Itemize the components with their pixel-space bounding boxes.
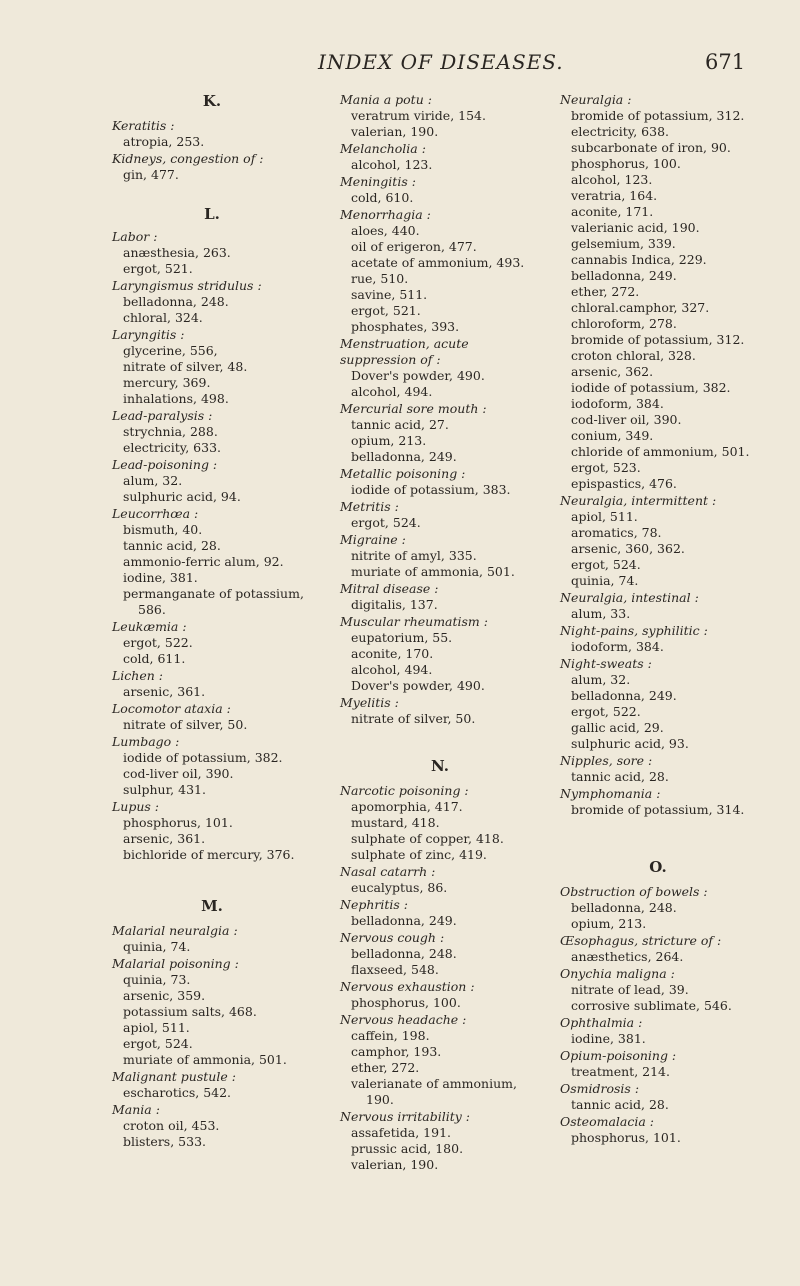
index-subentry: electricity, 633. [123, 440, 221, 455]
index-subentry: valerianate of ammonium, 190. [351, 1076, 517, 1107]
index-column-3 [560, 92, 756, 1146]
index-subentry: arsenic, 361. [123, 831, 206, 846]
index-heading: Keratitis : [112, 118, 175, 133]
index-subentry: ergot, 524. [571, 557, 641, 572]
index-subentry: croton oil, 453. [123, 1118, 220, 1133]
index-subentry: phosphorus, 101. [571, 1130, 681, 1145]
index-subentry: muriate of ammonia, 501. [351, 564, 515, 579]
index-subentry: belladonna, 249. [351, 449, 457, 464]
index-heading: Malignant pustule : [112, 1069, 236, 1084]
index-subentry: iodine, 381. [571, 1031, 646, 1046]
index-subentry: iodide of potassium, 383. [351, 482, 511, 497]
index-subentry: flaxseed, 548. [351, 962, 439, 977]
index-subentry: phosphorus, 100. [351, 995, 461, 1010]
index-subentry: ammonio-ferric alum, 92. [123, 554, 284, 569]
index-subentry: sulphate of copper, 418. [351, 831, 504, 846]
index-subentry: prussic acid, 180. [351, 1141, 464, 1156]
index-subentry: camphor, 193. [351, 1044, 442, 1059]
index-subentry: sulphuric acid, 94. [123, 489, 241, 504]
index-subentry: nitrate of silver, 50. [123, 717, 248, 732]
index-heading: Osmidrosis : [560, 1081, 640, 1096]
index-subentry: subcarbonate of iron, 90. [571, 140, 731, 155]
index-subentry: alum, 32. [123, 473, 183, 488]
index-subentry: alcohol, 494. [351, 662, 433, 677]
index-heading: Melancholia : [340, 141, 426, 156]
index-column-1 [112, 92, 312, 1150]
index-heading: Opium-poisoning : [560, 1048, 677, 1063]
index-subentry: sulphuric acid, 93. [571, 736, 689, 751]
index-subentry: quinia, 74. [123, 939, 191, 954]
index-subentry: ergot, 524. [351, 515, 421, 530]
index-subentry: chloride of ammonium, 501. [571, 444, 750, 459]
section-letter: M. [201, 897, 223, 915]
index-subentry: chloral, 324. [123, 310, 203, 325]
index-subentry: veratria, 164. [571, 188, 658, 203]
index-subentry: quinia, 74. [571, 573, 639, 588]
index-subentry: aconite, 171. [571, 204, 654, 219]
index-subentry: ether, 272. [351, 1060, 420, 1075]
index-subentry: veratrum viride, 154. [351, 108, 486, 123]
index-heading: Malarial poisoning : [112, 956, 239, 971]
running-head [0, 50, 800, 86]
index-subentry: opium, 213. [351, 433, 427, 448]
index-heading: Mania a potu : [340, 92, 432, 107]
index-heading: Neuralgia : [560, 92, 632, 107]
section-letter: K. [202, 92, 222, 110]
index-subentry: aloes, 440. [351, 223, 420, 238]
index-subentry: phosphates, 393. [351, 319, 460, 334]
index-subentry: belladonna, 249. [351, 913, 457, 928]
index-subentry: digitalis, 137. [351, 597, 438, 612]
index-heading: Menstruation, acute suppression of : [340, 336, 469, 367]
index-heading: Migraine : [340, 532, 406, 547]
index-subentry: bromide of potassium, 314. [571, 802, 745, 817]
index-subentry: epispastics, 476. [571, 476, 677, 491]
index-subentry: mercury, 369. [123, 375, 211, 390]
index-heading: Nipples, sore : [560, 753, 653, 768]
index-subentry: apiol, 511. [123, 1020, 190, 1035]
index-subentry: aconite, 170. [351, 646, 434, 661]
index-subentry: sulphate of zinc, 419. [351, 847, 487, 862]
index-heading: Malarial neuralgia : [112, 923, 238, 938]
index-subentry: treatment, 214. [571, 1064, 670, 1079]
index-heading: Lupus : [112, 799, 160, 814]
index-heading: Lead-paralysis : [112, 408, 213, 423]
index-subentry: arsenic, 360, 362. [571, 541, 685, 556]
index-subentry: quinia, 73. [123, 972, 191, 987]
index-heading: Kidneys, congestion of : [112, 151, 264, 166]
index-subentry: ergot, 524. [123, 1036, 193, 1051]
index-subentry: bromide of potassium, 312. [571, 108, 745, 123]
index-subentry: nitrate of silver, 50. [351, 711, 476, 726]
page-number: 671 [705, 50, 746, 74]
index-subentry: caffein, 198. [351, 1028, 430, 1043]
index-heading: Locomotor ataxia : [112, 701, 231, 716]
index-heading: Lumbago : [112, 734, 180, 749]
index-subentry: gallic acid, 29. [571, 720, 664, 735]
index-subentry: apomorphia, 417. [351, 799, 463, 814]
index-subentry: chloroform, 278. [571, 316, 677, 331]
index-heading: Nervous exhaustion : [340, 979, 475, 994]
index-heading: Mania : [112, 1102, 160, 1117]
index-subentry: blisters, 533. [123, 1134, 207, 1149]
index-subentry: chloral.camphor, 327. [571, 300, 710, 315]
index-heading: Labor : [112, 229, 158, 244]
index-subentry: tannic acid, 28. [571, 1097, 669, 1112]
index-subentry: alum, 33. [571, 606, 631, 621]
index-subentry: nitrite of amyl, 335. [351, 548, 477, 563]
index-heading: Ophthalmia : [560, 1015, 643, 1030]
index-subentry: bismuth, 40. [123, 522, 203, 537]
index-subentry: apiol, 511. [571, 509, 638, 524]
index-heading: Narcotic poisoning : [340, 783, 469, 798]
index-subentry: strychnia, 288. [123, 424, 218, 439]
index-heading: Meningitis : [340, 174, 416, 189]
index-subentry: nitrate of silver, 48. [123, 359, 248, 374]
index-subentry: arsenic, 362. [571, 364, 654, 379]
index-subentry: tannic acid, 28. [123, 538, 221, 553]
index-subentry: savine, 511. [351, 287, 428, 302]
index-subentry: valerian, 190. [351, 1157, 439, 1172]
index-subentry: ergot, 521. [351, 303, 421, 318]
index-subentry: conium, 349. [571, 428, 654, 443]
index-subentry: cod-liver oil, 390. [123, 766, 234, 781]
index-heading: Metallic poisoning : [340, 466, 466, 481]
index-subentry: cannabis Indica, 229. [571, 252, 707, 267]
index-heading: Onychia maligna : [560, 966, 675, 981]
index-subentry: cold, 611. [123, 651, 186, 666]
index-subentry: bichloride of mercury, 376. [123, 847, 295, 862]
index-subentry: tannic acid, 28. [571, 769, 669, 784]
index-subentry: arsenic, 359. [123, 988, 206, 1003]
index-subentry: corrosive sublimate, 546. [571, 998, 732, 1013]
index-heading: Osteomalacia : [560, 1114, 655, 1129]
index-subentry: eucalyptus, 86. [351, 880, 448, 895]
section-letter: N. [431, 757, 449, 775]
index-subentry: ergot, 521. [123, 261, 193, 276]
index-heading: Nephritis : [340, 897, 408, 912]
index-heading: Mitral disease : [340, 581, 439, 596]
index-column-2 [340, 92, 540, 1173]
index-heading: Leukæmia : [112, 619, 187, 634]
index-subentry: ergot, 522. [123, 635, 193, 650]
index-subentry: ergot, 523. [571, 460, 641, 475]
index-subentry: valerianic acid, 190. [571, 220, 700, 235]
index-subentry: anæsthesia, 263. [123, 245, 231, 260]
index-subentry: Dover's powder, 490. [351, 678, 485, 693]
index-subentry: iodine, 381. [123, 570, 198, 585]
index-heading: Muscular rheumatism : [340, 614, 488, 629]
index-subentry: belladonna, 248. [571, 900, 677, 915]
index-subentry: nitrate of lead, 39. [571, 982, 689, 997]
index-subentry: sulphur, 431. [123, 782, 206, 797]
index-subentry: oil of erigeron, 477. [351, 239, 477, 254]
index-subentry: alcohol, 494. [351, 384, 433, 399]
index-subentry: arsenic, 361. [123, 684, 206, 699]
index-subentry: belladonna, 249. [571, 268, 677, 283]
index-heading: Menorrhagia : [340, 207, 431, 222]
index-subentry: alcohol, 123. [571, 172, 653, 187]
index-heading: Leucorrhœa : [112, 506, 199, 521]
index-subentry: assafetida, 191. [351, 1125, 452, 1140]
index-heading: Neuralgia, intestinal : [560, 590, 699, 605]
index-subentry: muriate of ammonia, 501. [123, 1052, 287, 1067]
index-subentry: bromide of potassium, 312. [571, 332, 745, 347]
index-subentry: anæsthetics, 264. [571, 949, 684, 964]
index-subentry: opium, 213. [571, 916, 647, 931]
index-subentry: iodoform, 384. [571, 639, 664, 654]
index-heading: Lichen : [112, 668, 163, 683]
index-subentry: Dover's powder, 490. [351, 368, 485, 383]
index-subentry: electricity, 638. [571, 124, 669, 139]
index-subentry: cod-liver oil, 390. [571, 412, 682, 427]
index-subentry: acetate of ammonium, 493. [351, 255, 525, 270]
index-subentry: ergot, 522. [571, 704, 641, 719]
index-subentry: phosphorus, 101. [123, 815, 233, 830]
index-heading: Night-sweats : [560, 656, 652, 671]
section-letter: L. [204, 205, 220, 223]
index-heading: Mercurial sore mouth : [340, 401, 487, 416]
index-subentry: mustard, 418. [351, 815, 440, 830]
index-heading: Night-pains, syphilitic : [560, 623, 708, 638]
index-subentry: glycerine, 556, [123, 343, 218, 358]
index-heading: Myelitis : [340, 695, 399, 710]
index-subentry: atropia, 253. [123, 134, 205, 149]
running-head-title: INDEX OF DISEASES. [318, 50, 564, 74]
index-subentry: belladonna, 248. [123, 294, 229, 309]
index-heading: Laryngitis : [112, 327, 185, 342]
section-letter: O. [649, 858, 667, 876]
index-subentry: potassium salts, 468. [123, 1004, 257, 1019]
index-subentry: tannic acid, 27. [351, 417, 449, 432]
index-heading: Metritis : [340, 499, 399, 514]
index-subentry: valerian, 190. [351, 124, 439, 139]
index-heading: Œsophagus, stricture of : [560, 933, 722, 948]
index-subentry: belladonna, 249. [571, 688, 677, 703]
index-subentry: cold, 610. [351, 190, 414, 205]
index-subentry: aromatics, 78. [571, 525, 662, 540]
index-subentry: permanganate of potassium, 586. [123, 586, 304, 617]
index-subentry: rue, 510. [351, 271, 409, 286]
index-subentry: ether, 272. [571, 284, 640, 299]
index-heading: Nervous headache : [340, 1012, 467, 1027]
index-subentry: phosphorus, 100. [571, 156, 681, 171]
index-heading: Obstruction of bowels : [560, 884, 708, 899]
index-subentry: iodoform, 384. [571, 396, 664, 411]
index-subentry: alum, 32. [571, 672, 631, 687]
index-heading: Nervous irritability : [340, 1109, 471, 1124]
index-subentry: croton chloral, 328. [571, 348, 696, 363]
index-subentry: iodide of potassium, 382. [571, 380, 731, 395]
index-subentry: belladonna, 248. [351, 946, 457, 961]
index-subentry: gin, 477. [123, 167, 179, 182]
index-heading: Lead-poisoning : [112, 457, 218, 472]
index-subentry: escharotics, 542. [123, 1085, 232, 1100]
index-heading: Laryngismus stridulus : [112, 278, 262, 293]
index-subentry: iodide of potassium, 382. [123, 750, 283, 765]
index-heading: Neuralgia, intermittent : [560, 493, 717, 508]
index-heading: Nymphomania : [560, 786, 661, 801]
index-subentry: gelsemium, 339. [571, 236, 676, 251]
index-subentry: inhalations, 498. [123, 391, 229, 406]
index-subentry: alcohol, 123. [351, 157, 433, 172]
index-heading: Nasal catarrh : [340, 864, 436, 879]
index-subentry: eupatorium, 55. [351, 630, 453, 645]
index-heading: Nervous cough : [340, 930, 445, 945]
